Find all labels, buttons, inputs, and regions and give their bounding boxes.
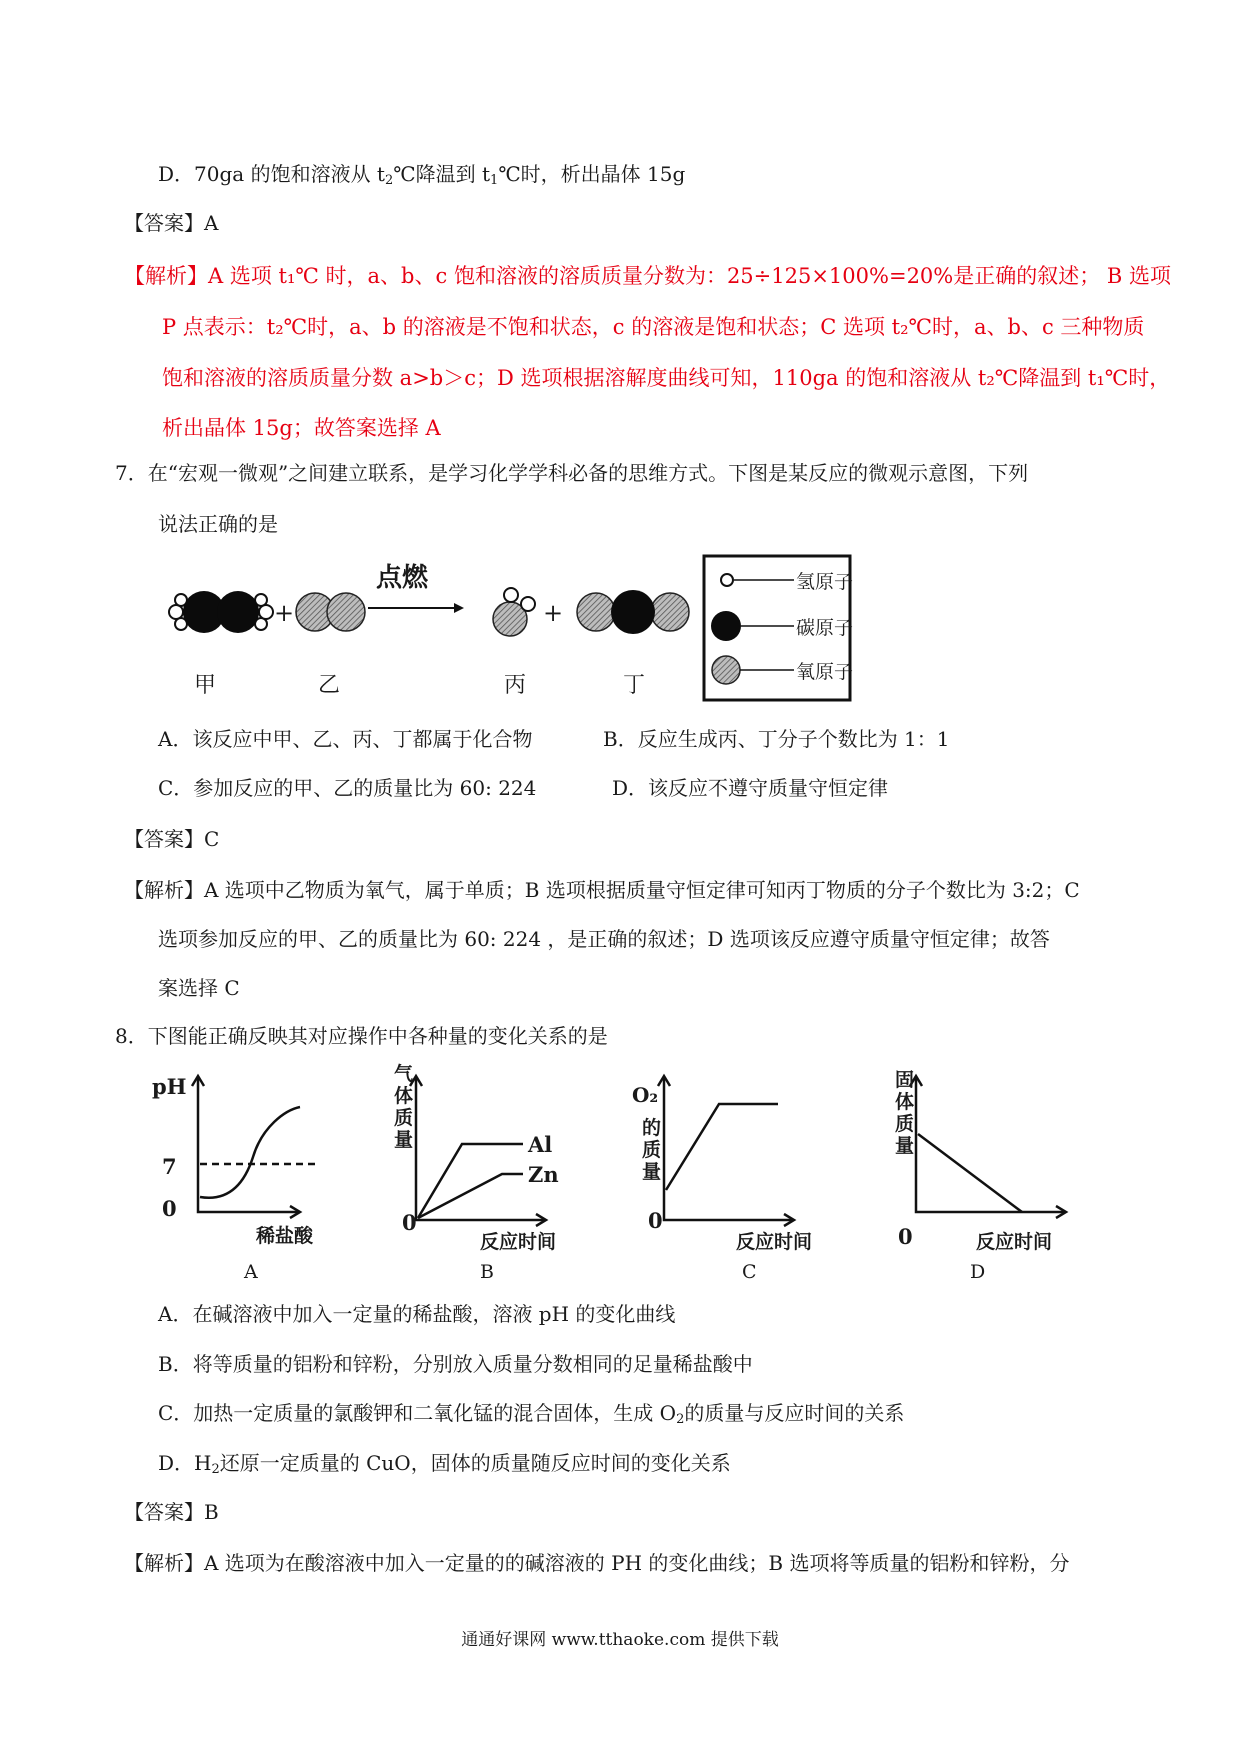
q7-stem-line-1: 7．在“宏观一微观”之间建立联系，是学习化学学科必备的思维方式。下图是某反应的微观示意图，下列: [115, 461, 1029, 485]
graph-d-origin: 0: [898, 1224, 913, 1249]
q7-option-a: A．该反应中甲、乙、丙、丁都属于化合物: [158, 727, 533, 751]
graph-d-xlabel: 反应时间: [976, 1231, 1053, 1253]
graph-b-series-al: Al: [528, 1132, 553, 1157]
molecule-bing: [493, 588, 535, 636]
q8-analysis-line-1: 【解析】A 选项为在酸溶液中加入一定量的的碱溶液的 PH 的变化曲线；B 选项将等质量的铝粉和锌粉，分: [124, 1551, 1070, 1575]
graph-a-ylabel: pH: [152, 1074, 187, 1099]
q8-graphs: [150, 1062, 1080, 1282]
plus-sign-2: +: [543, 599, 564, 627]
graph-a-origin: 0: [162, 1196, 177, 1221]
graph-b-series-zn: Zn: [528, 1162, 559, 1187]
label-ding: 丁: [623, 673, 646, 698]
q6-option-d: D．70ga 的饱和溶液从 $t_2℃$降温到 $t_1℃$时，析出晶体 15g: [158, 162, 686, 188]
label-jia: 甲: [194, 673, 217, 698]
q7-answer: 【答案】C: [124, 827, 220, 851]
q6-answer: 【答案】A: [124, 211, 219, 235]
graph-a-tick-7: 7: [162, 1154, 177, 1179]
graph-b-origin: 0: [402, 1210, 417, 1235]
q8-option-c: C．加热一定质量的氯酸钾和二氧化锰的混合固体，生成 $O_2$的质量与反应时间的关系: [158, 1401, 905, 1427]
graph-c-origin: 0: [648, 1208, 663, 1233]
q7-reaction-diagram: [160, 550, 880, 710]
graph-c-ylabel-1: O₂: [632, 1083, 659, 1107]
graph-d-ylabel-ch4: 量: [895, 1135, 915, 1157]
q6-analysis-line-3: 饱和溶液的溶质质量分数 a>b＞c；D 选项根据溶解度曲线可知，110ga 的饱和溶液从 t₂℃降温到 t₁℃时，: [162, 366, 1171, 390]
reaction-condition: 点燃: [376, 563, 429, 593]
molecule-yi: [296, 593, 365, 631]
q6-analysis-line-2: P 点表示：t₂℃时，a、b 的溶液是不饱和状态，c 的溶液是饱和状态；C 选项 t₂℃时，a、b、c 三种物质: [162, 315, 1145, 339]
q8-option-d: D．$H_2$还原一定质量的 CuO，固体的质量随反应时间的变化关系: [158, 1451, 731, 1477]
graph-c-caption: C: [742, 1261, 757, 1282]
q8-stem: 8．下图能正确反映其对应操作中各种量的变化关系的是: [115, 1024, 608, 1048]
graph-b-caption: B: [480, 1261, 494, 1282]
graph-b-ylabel-ch4: 量: [394, 1129, 414, 1151]
graph-c-ylabel-ch2: 质: [642, 1139, 662, 1161]
q8-option-b: B．将等质量的铝粉和锌粉，分别放入质量分数相同的足量稀盐酸中: [158, 1352, 753, 1376]
graph-b-xlabel: 反应时间: [480, 1231, 557, 1253]
q7-stem-line-2: 说法正确的是: [158, 512, 278, 536]
label-bing: 丙: [504, 673, 527, 698]
molecule-jia: [169, 591, 273, 633]
q7-analysis-line-2: 选项参加反应的甲、乙的质量比为 60: 224 ，是正确的叙述；D 选项该反应遵守质量守恒定律；故答: [158, 927, 1050, 951]
graph-c-ylabel-ch3: 量: [642, 1161, 662, 1183]
q7-option-c: C．参加反应的甲、乙的质量比为 60: 224: [158, 776, 537, 800]
molecule-ding: [577, 590, 689, 634]
graph-b-ylabel-ch3: 质: [394, 1107, 414, 1129]
q6-analysis-line-1: 【解析】A 选项 t₁℃ 时，a、b、c 饱和溶液的溶质质量分数为：25÷125×100%=20%是正确的叙述； B 选项: [124, 264, 1172, 288]
q7-analysis-line-1: 【解析】A 选项中乙物质为氧气，属于单质；B 选项根据质量守恒定律可知丙丁物质的分子个数比为 3:2；C: [124, 878, 1080, 902]
legend-oxygen: 氧原子: [796, 661, 854, 683]
graph-a-caption: A: [244, 1261, 258, 1282]
legend-hydrogen: 氢原子: [796, 571, 854, 593]
graph-b-ylabel-ch2: 体: [394, 1085, 414, 1107]
q8-answer: 【答案】B: [124, 1500, 219, 1524]
graph-c-xlabel: 反应时间: [736, 1231, 813, 1253]
label-yi: 乙: [318, 673, 341, 698]
graph-a-xlabel: 稀盐酸: [256, 1225, 314, 1247]
graph-d-ylabel-ch2: 体: [895, 1091, 915, 1113]
graph-d-ylabel-ch1: 固: [895, 1069, 915, 1091]
graph-c-ylabel-ch1: 的: [642, 1117, 662, 1139]
q7-option-d: D．该反应不遵守质量守恒定律: [612, 776, 889, 800]
plus-sign-1: +: [274, 599, 295, 627]
q8-option-a: A．在碱溶液中加入一定量的稀盐酸，溶液 pH 的变化曲线: [158, 1302, 676, 1326]
graph-b-ylabel-ch1: 气: [394, 1063, 414, 1085]
legend-carbon: 碳原子: [796, 617, 854, 639]
graph-d-caption: D: [970, 1261, 986, 1282]
q7-option-b: B．反应生成丙、丁分子个数比为 1：1: [603, 727, 950, 751]
q6-analysis-line-4: 析出晶体 15g；故答案选择 A: [162, 416, 441, 440]
graph-d-ylabel-ch3: 质: [895, 1113, 915, 1135]
page-footer: 通通好课网 www.tthaoke.com 提供下载: [461, 1630, 779, 1650]
q7-analysis-line-3: 案选择 C: [158, 976, 240, 1000]
